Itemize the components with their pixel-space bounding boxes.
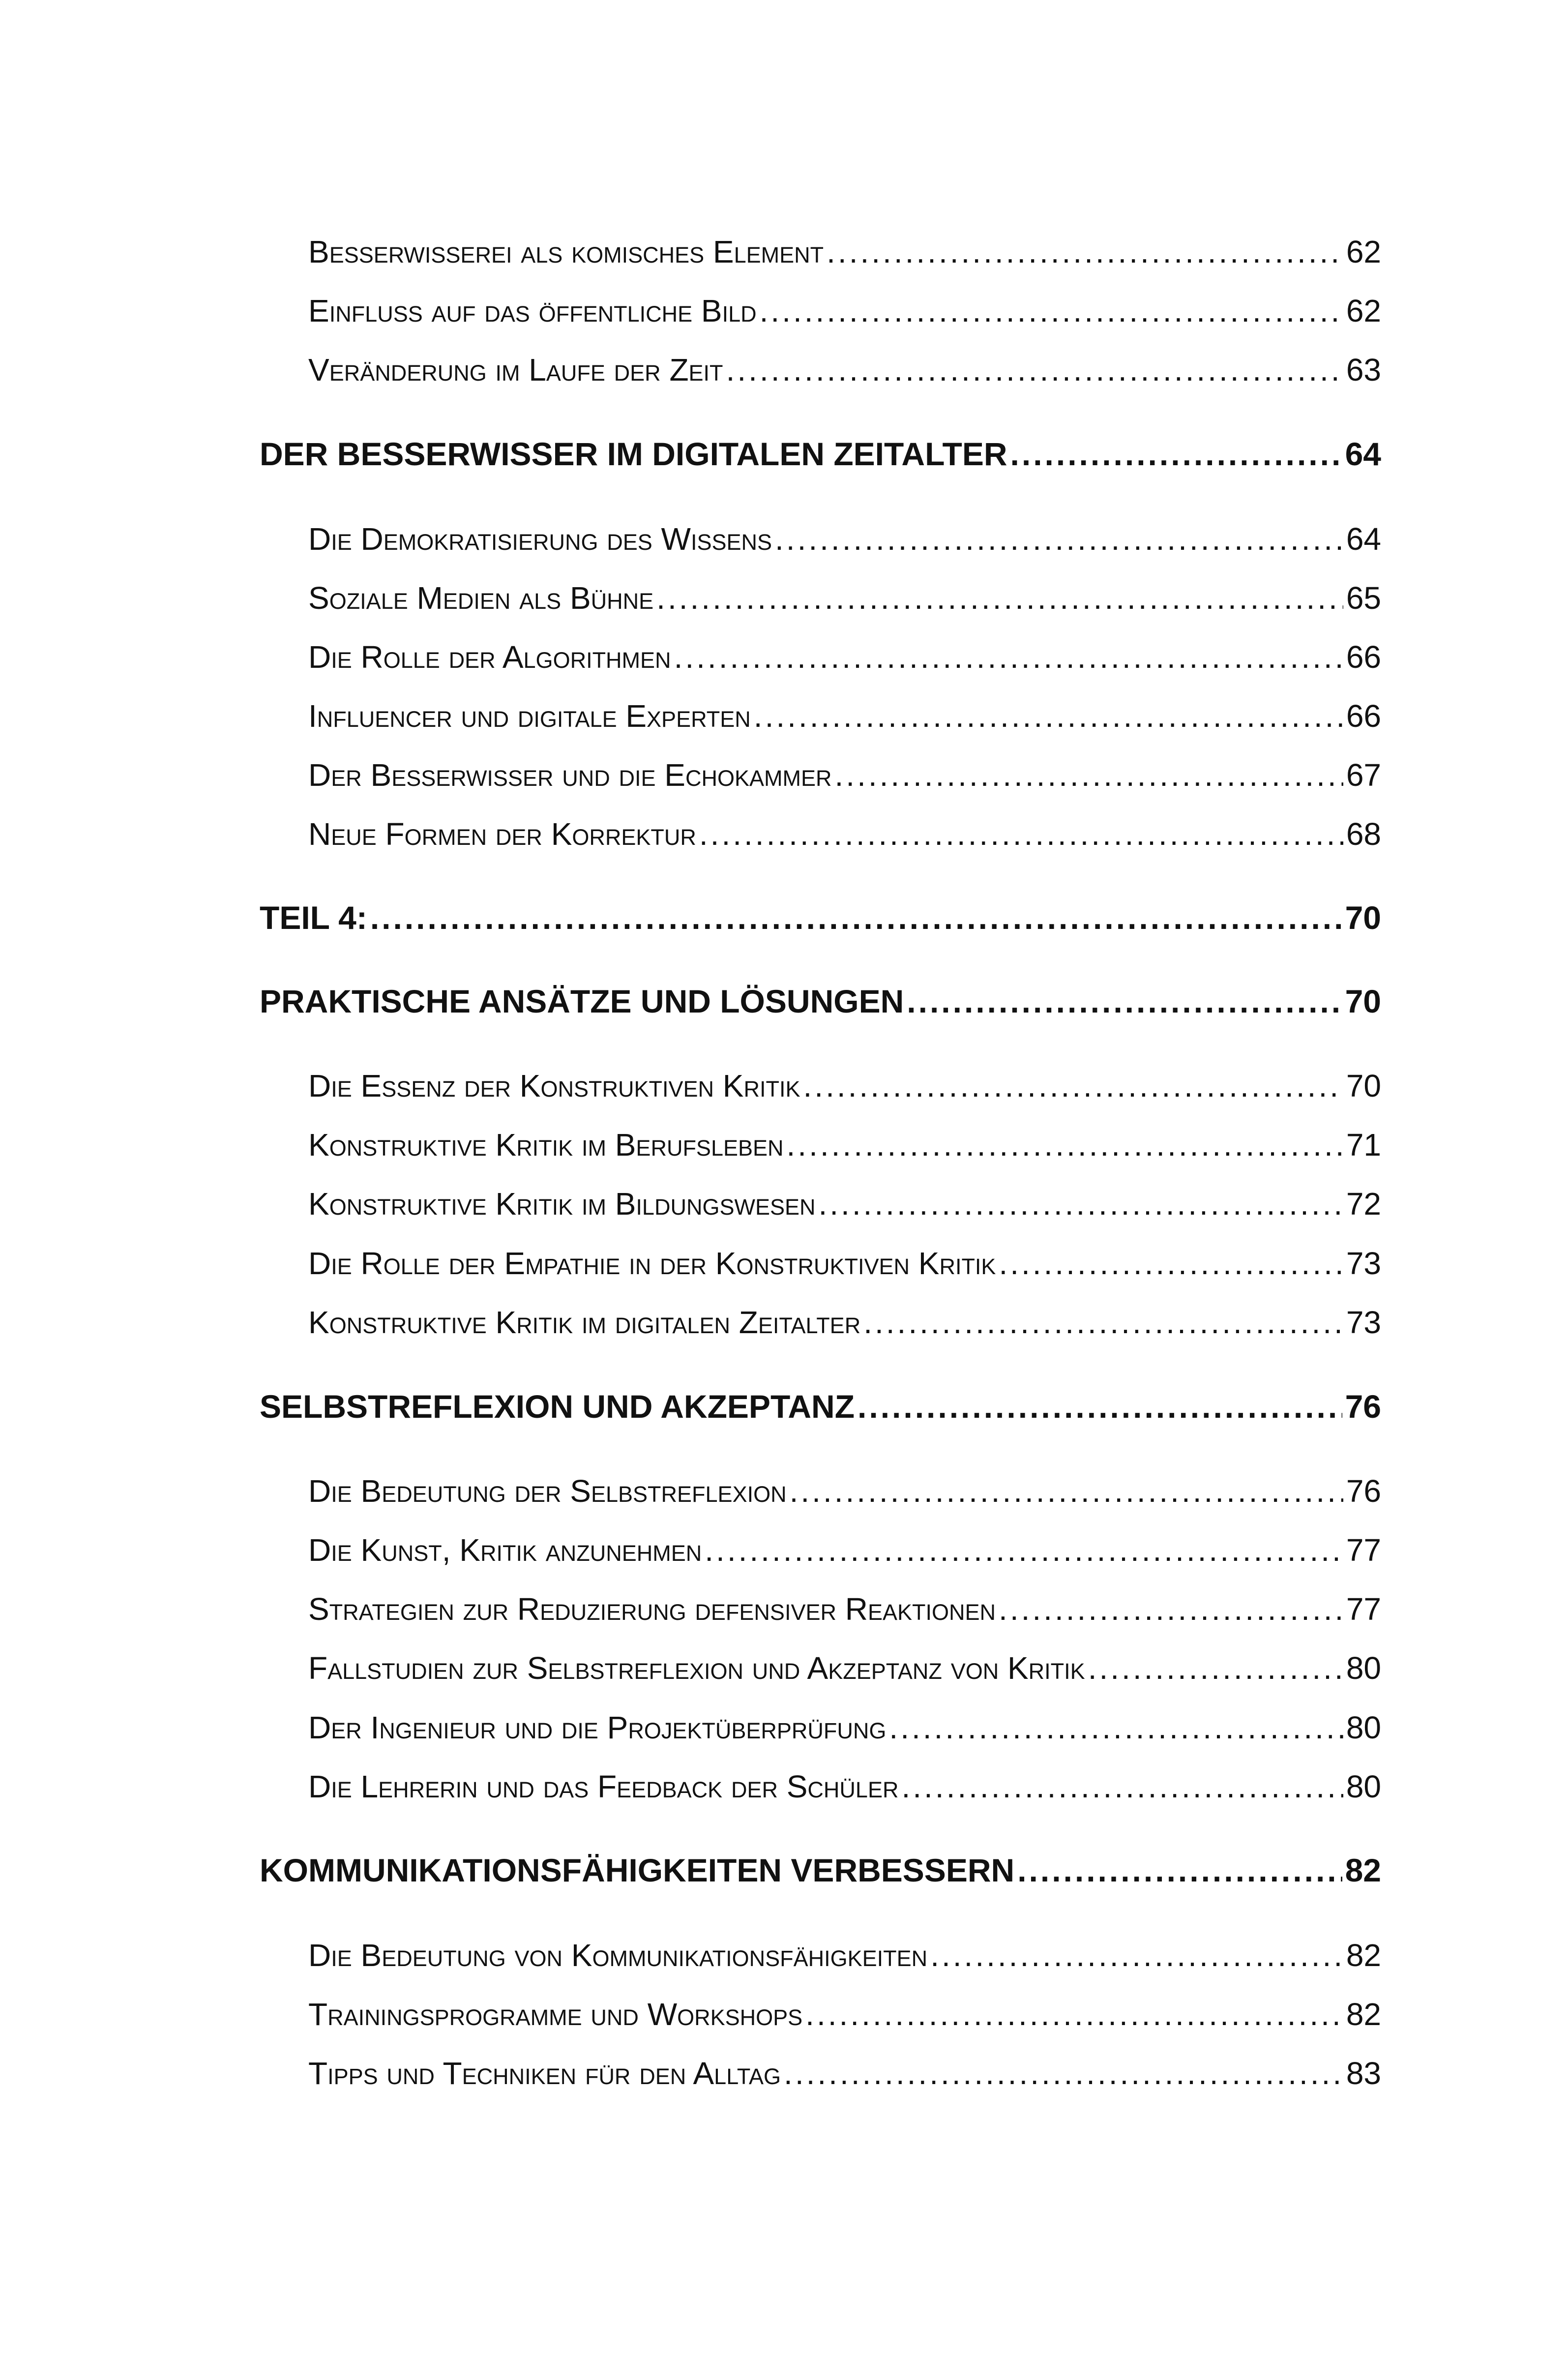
toc-entry-title: Die Lehrerin und das Feedback der Schüler [308,1769,899,1804]
toc-entry-title: Konstruktive Kritik im digitalen Zeitalter [308,1305,861,1340]
toc-entry [308,757,1381,793]
toc-entry-page: 77 [1346,1591,1381,1627]
toc-entry [308,698,1381,734]
toc-entry [308,1304,1381,1341]
toc-entry-page: 66 [1346,639,1381,675]
toc-entry-title: Die Rolle der Empathie in der Konstruktiven Kritik [308,1246,996,1281]
toc-entry-title: Die Bedeutung der Selbstreflexion [308,1473,787,1509]
toc-entry-title: Der Ingenieur und die Projektüberprüfung [308,1710,887,1745]
toc-entry [308,1245,1381,1282]
toc-entry-title: Soziale Medien als Bühne [308,580,654,616]
toc-entry [308,1709,1381,1746]
toc-entry-page: 66 [1346,698,1381,734]
toc-entry-title: Besserwisserei als komisches Element [308,234,824,269]
toc-entry-title: Neue Formen der Korrektur [308,816,696,852]
toc-entry-page: 72 [1346,1186,1381,1222]
toc-entry-title: Der Besserwisser und die Echokammer [308,757,832,793]
toc-section-title: TEIL 4: [260,899,367,936]
toc-entry-page: 65 [1346,580,1381,616]
toc-section-title: SELBSTREFLEXION UND AKZEPTANZ [260,1388,855,1425]
dot-leader [818,1186,1343,1222]
dot-leader [699,816,1343,852]
toc-section-heading [260,899,1381,936]
toc-entry [308,1186,1381,1222]
toc-section-heading [260,435,1381,473]
toc-entry [308,293,1381,329]
dot-leader [1017,1851,1342,1889]
toc-entry-page: 76 [1346,1473,1381,1509]
toc-entry-title: Konstruktive Kritik im Bildungswesen [308,1186,816,1222]
toc-entry [308,639,1381,675]
toc-entry-page: 63 [1346,352,1381,388]
toc-entry-page: 67 [1346,757,1381,793]
toc-entry [308,1591,1381,1627]
toc-entry-page: 71 [1346,1127,1381,1163]
toc-entry-title: Die Essenz der Konstruktiven Kritik [308,1068,800,1104]
toc-entry-title: Die Rolle der Algorithmen [308,639,671,675]
toc-section-title: KOMMUNIKATIONSFÄHIGKEITEN VERBESSERN [260,1852,1015,1888]
toc-entry [308,352,1381,388]
toc-entry [308,1532,1381,1568]
dot-leader [889,1709,1343,1746]
dot-leader [1010,435,1342,473]
toc-entry-page: 62 [1346,234,1381,269]
toc-entry-title: Influencer und digitale Experten [308,698,751,734]
toc-entry-title: Die Bedeutung von Kommunikationsfähigkeiten [308,1938,928,1973]
dot-leader [901,1768,1343,1805]
toc-entry [308,816,1381,852]
toc-section-heading [260,983,1381,1020]
toc-entry-page: 64 [1346,521,1381,557]
dot-leader [999,1245,1343,1282]
dot-leader [930,1937,1343,1973]
toc-entry-title: Einfluss auf das öffentliche Bild [308,293,757,328]
toc-entry-page: 68 [1346,816,1381,852]
dot-leader [775,521,1343,557]
toc-entry-title: Veränderung im Laufe der Zeit [308,352,723,388]
toc-entry-title: Die Kunst, Kritik anzunehmen [308,1532,702,1568]
toc-entry-page: 70 [1346,1068,1381,1104]
dot-leader [784,2055,1343,2091]
dot-leader [858,1388,1342,1425]
toc-entry-page: 77 [1346,1532,1381,1568]
toc-entry [308,1473,1381,1509]
dot-leader [656,580,1343,616]
dot-leader [827,234,1343,270]
dot-leader [705,1532,1343,1568]
dot-leader [760,293,1343,329]
toc-entry-title: Die Demokratisierung des Wissens [308,521,772,557]
toc-section-title: PRAKTISCHE ANSÄTZE UND LÖSUNGEN [260,983,904,1019]
toc-entry [308,1937,1381,1973]
dot-leader [754,698,1343,734]
toc-section-heading [260,1851,1381,1889]
dot-leader [907,983,1342,1020]
dot-leader [835,757,1343,793]
toc-entry-title: Fallstudien zur Selbstreflexion und Akzeptanz von Kritik [308,1650,1085,1686]
dot-leader [726,352,1343,388]
dot-leader [805,1996,1343,2032]
toc-section-page: 70 [1345,899,1381,936]
toc-entry-page: 80 [1346,1769,1381,1804]
toc-entry [308,521,1381,557]
toc-entry [308,1768,1381,1805]
toc-entry-page: 73 [1346,1305,1381,1340]
toc-entry-page: 80 [1346,1710,1381,1745]
dot-leader [674,639,1343,675]
toc-entry-page: 73 [1346,1246,1381,1281]
dot-leader [999,1591,1343,1627]
dot-leader [790,1473,1343,1509]
toc-entry [308,1650,1381,1686]
dot-leader [803,1068,1343,1104]
toc-section-page: 82 [1345,1852,1381,1888]
toc-entry [308,234,1381,270]
toc-section-page: 70 [1345,983,1381,1019]
toc-section-page: 64 [1345,436,1381,472]
dot-leader [370,899,1342,936]
toc-section-title: DER BESSERWISSER IM DIGITALEN ZEITALTER [260,436,1007,472]
dot-leader [1088,1650,1343,1686]
toc-entry-title: Strategien zur Reduzierung defensiver Reaktionen [308,1591,996,1627]
toc-entry [308,2055,1381,2091]
toc-entry-page: 62 [1346,293,1381,328]
toc-entry-title: Trainingsprogramme und Workshops [308,1997,803,2032]
toc-entry-title: Konstruktive Kritik im Berufsleben [308,1127,784,1163]
toc-entry [308,1996,1381,2032]
toc-entry [308,580,1381,616]
toc-section-heading [260,1388,1381,1425]
toc-section-page: 76 [1345,1388,1381,1425]
dot-leader [787,1127,1343,1163]
toc-entry [308,1127,1381,1163]
toc-entry-title: Tipps und Techniken für den Alltag [308,2056,781,2091]
toc-entry-page: 80 [1346,1650,1381,1686]
toc-entry-page: 82 [1346,1997,1381,2032]
toc-entry-page: 82 [1346,1938,1381,1973]
toc-entry [308,1068,1381,1104]
toc-entry-page: 83 [1346,2056,1381,2091]
dot-leader [863,1304,1343,1341]
